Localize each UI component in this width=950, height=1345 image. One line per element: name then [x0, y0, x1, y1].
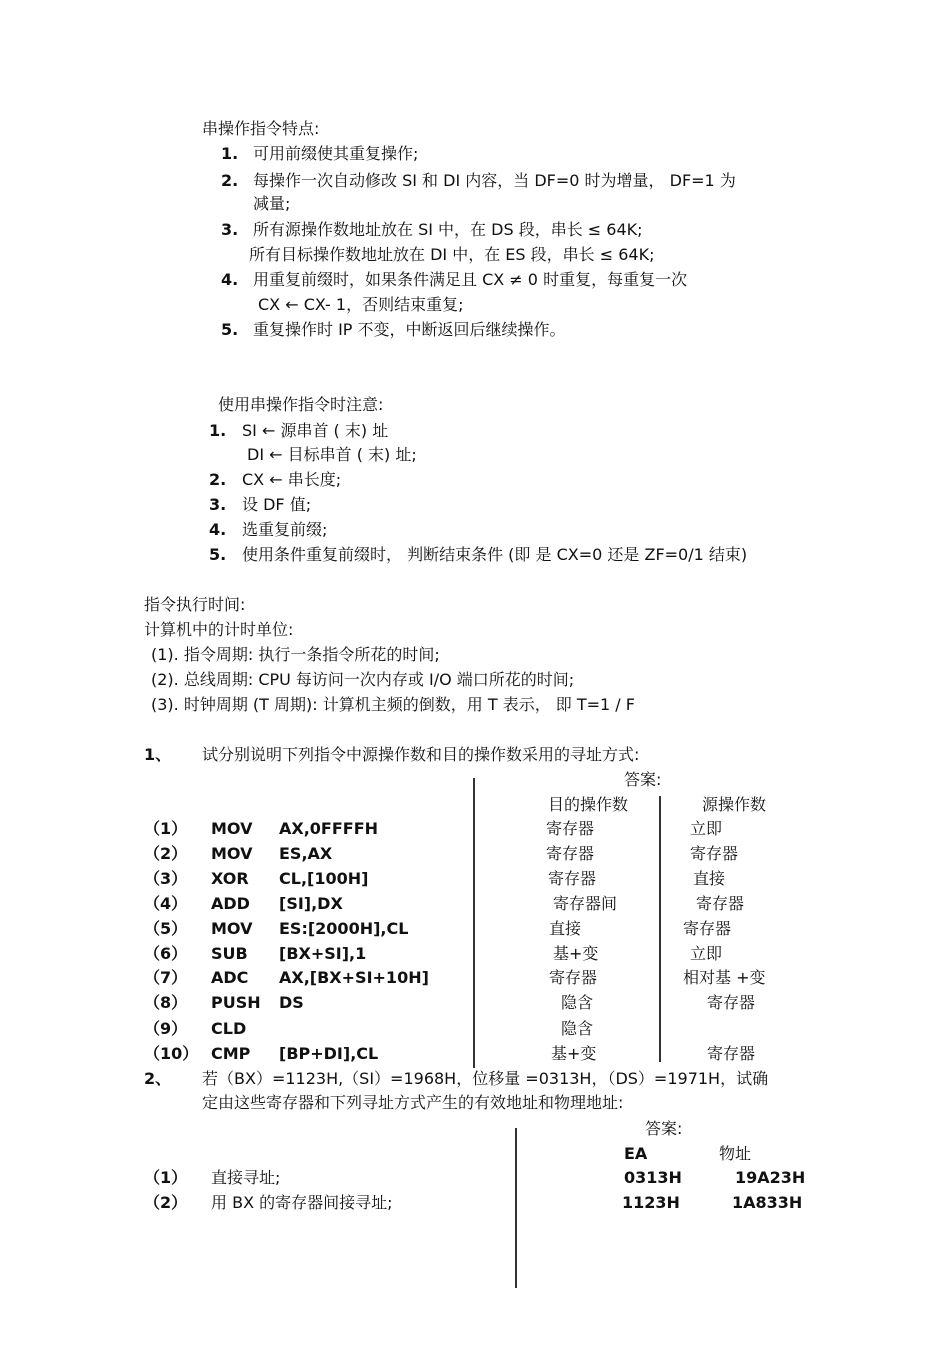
q1-row6-operand: [BX+SI],1 — [279, 944, 367, 963]
q1-row7-op: ADC — [211, 968, 249, 987]
q1-row4-operand: [SI],DX — [279, 894, 343, 913]
q1-row8-idx: （8） — [144, 993, 188, 1012]
s1-item4-cont: CX ← CX- 1，否则结束重复; — [258, 295, 464, 314]
q1-col-dest: 目的操作数 — [548, 795, 629, 814]
s1-item1-text: 可用前缀使其重复操作; — [253, 144, 419, 163]
s1-item2-text: 每操作一次自动修改 SI 和 DI 内容，当 DF=0 时为增量， DF=1 为 — [253, 171, 736, 190]
q2-divider — [515, 1128, 517, 1288]
q2-answer-label: 答案: — [645, 1119, 683, 1138]
q2-row1-ea: 0313H — [624, 1168, 682, 1187]
s1-item5-text: 重复操作时 IP 不变，中断返回后继续操作。 — [253, 320, 566, 339]
q1-row4-op: ADD — [211, 894, 250, 913]
s1-item4-num: 4. — [221, 270, 239, 289]
q1-row9-idx: （9） — [144, 1019, 188, 1038]
q2-row2-text: 用 BX 的寄存器间接寻址; — [211, 1193, 393, 1212]
s1-item3-text: 所有源操作数地址放在 SI 中，在 DS 段，串长 ≤ 64K; — [253, 220, 643, 239]
s1-item1-num: 1. — [221, 144, 239, 163]
s1-item3-cont: 所有目标操作数地址放在 DI 中，在 ES 段，串长 ≤ 64K; — [249, 245, 655, 264]
q1-row1-dest: 寄存器 — [546, 819, 595, 838]
q1-row1-src: 立即 — [690, 819, 723, 838]
s1-item2-num: 2. — [221, 171, 239, 190]
q1-row9-op: CLD — [211, 1019, 247, 1038]
s2-item2-text: CX ← 串长度; — [242, 470, 342, 489]
q1-text: 试分别说明下列指令中源操作数和目的操作数采用的寻址方式: — [202, 745, 640, 764]
q1-row2-op: MOV — [211, 844, 253, 863]
q1-row8-operand: DS — [279, 993, 304, 1012]
q1-row10-idx: （10） — [144, 1044, 199, 1063]
q2-number: 2、 — [144, 1069, 172, 1088]
q1-row3-dest: 寄存器 — [548, 869, 597, 888]
s3-line4: (2). 总线周期: CPU 每访问一次内存或 I/O 端口所花的时间; — [151, 670, 575, 689]
q1-row2-operand: ES,AX — [279, 844, 333, 863]
q1-row5-src: 寄存器 — [683, 919, 732, 938]
q1-row3-op: XOR — [211, 869, 249, 888]
s3-line2: 计算机中的计时单位: — [144, 620, 294, 639]
q2-line2: 定由这些寄存器和下列寻址方式产生的有效地址和物理地址: — [202, 1093, 624, 1112]
q2-line1: 若（BX）=1123H,（SI）=1968H，位移量 =0313H，（DS）=1971H，试确 — [202, 1069, 769, 1088]
q1-divider-right — [659, 796, 661, 1062]
q2-row1-idx: （1） — [144, 1168, 188, 1187]
q1-col-src: 源操作数 — [702, 795, 767, 814]
q1-row3-operand: CL,[100H] — [279, 869, 369, 888]
q1-row3-idx: （3） — [144, 869, 188, 888]
q2-row2-idx: （2） — [144, 1193, 188, 1212]
q1-row7-dest: 寄存器 — [549, 968, 598, 987]
s2-item4-text: 选重复前缀; — [242, 520, 328, 539]
q2-col-pa: 物址 — [719, 1144, 752, 1163]
s3-line1: 指令执行时间: — [144, 595, 246, 614]
s1-item4-text: 用重复前缀时，如果条件满足且 CX ≠ 0 时重复，每重复一次 — [253, 270, 688, 289]
q1-row2-src: 寄存器 — [690, 844, 739, 863]
q1-row10-dest: 基+变 — [551, 1044, 597, 1063]
q1-row5-dest: 直接 — [549, 919, 582, 938]
q1-row1-op: MOV — [211, 819, 253, 838]
section1-title: 串操作指令特点: — [202, 119, 320, 138]
q1-row6-idx: （6） — [144, 944, 188, 963]
q1-row8-dest: 隐含 — [561, 993, 594, 1012]
q2-col-ea: EA — [624, 1144, 648, 1163]
s2-item4-num: 4. — [209, 520, 227, 539]
s2-item1-num: 1. — [209, 421, 227, 440]
q1-number: 1、 — [144, 745, 172, 764]
s1-item5-num: 5. — [221, 320, 239, 339]
s2-item5-text: 使用条件重复前缀时， 判断结束条件 (即 是 CX=0 还是 ZF=0/1 结束) — [242, 545, 748, 564]
q1-row6-dest: 基+变 — [553, 944, 599, 963]
s1-item2-cont: 减量; — [253, 194, 291, 213]
q1-row4-dest: 寄存器间 — [553, 894, 618, 913]
q1-row2-dest: 寄存器 — [546, 844, 595, 863]
s1-item3-num: 3. — [221, 220, 239, 239]
q1-row8-op: PUSH — [211, 993, 261, 1012]
q1-row1-operand: AX,0FFFFH — [279, 819, 379, 838]
q1-row4-src: 寄存器 — [696, 894, 745, 913]
q1-answer-label: 答案: — [624, 770, 662, 789]
s2-item3-num: 3. — [209, 495, 227, 514]
q1-row10-op: CMP — [211, 1044, 251, 1063]
q1-row10-operand: [BP+DI],CL — [279, 1044, 379, 1063]
s3-line3: (1). 指令周期: 执行一条指令所花的时间; — [151, 645, 440, 664]
s2-item1-cont: DI ← 目标串首 ( 末) 址; — [247, 445, 417, 464]
q1-row7-idx: （7） — [144, 968, 188, 987]
q1-row5-op: MOV — [211, 919, 253, 938]
s3-line5: (3). 时钟周期 (T 周期): 计算机主频的倒数，用 T 表示， 即 T=1 / F — [151, 695, 635, 714]
s2-item2-num: 2. — [209, 470, 227, 489]
s2-item3-text: 设 DF 值; — [242, 495, 312, 514]
q1-row6-src: 立即 — [690, 944, 723, 963]
q1-row3-src: 直接 — [693, 869, 726, 888]
s2-item5-num: 5. — [209, 545, 227, 564]
q1-row10-src: 寄存器 — [707, 1044, 756, 1063]
q1-row7-src: 相对基 +变 — [683, 968, 766, 987]
q1-row6-op: SUB — [211, 944, 248, 963]
q1-row8-src: 寄存器 — [707, 993, 756, 1012]
q1-row9-dest: 隐含 — [561, 1019, 594, 1038]
s2-item1-text: SI ← 源串首 ( 末) 址 — [242, 421, 389, 440]
q1-row4-idx: （4） — [144, 894, 188, 913]
q1-row2-idx: （2） — [144, 844, 188, 863]
q2-row1-text: 直接寻址; — [211, 1168, 281, 1187]
q2-row1-pa: 19A23H — [735, 1168, 806, 1187]
q1-row1-idx: （1） — [144, 819, 188, 838]
q1-row5-operand: ES:[2000H],CL — [279, 919, 409, 938]
q2-row2-pa: 1A833H — [732, 1193, 803, 1212]
q1-row5-idx: （5） — [144, 919, 188, 938]
q2-row2-ea: 1123H — [622, 1193, 680, 1212]
section2-title: 使用串操作指令时注意: — [218, 395, 384, 414]
q1-row7-operand: AX,[BX+SI+10H] — [279, 968, 429, 987]
q1-divider-left — [473, 778, 475, 1068]
